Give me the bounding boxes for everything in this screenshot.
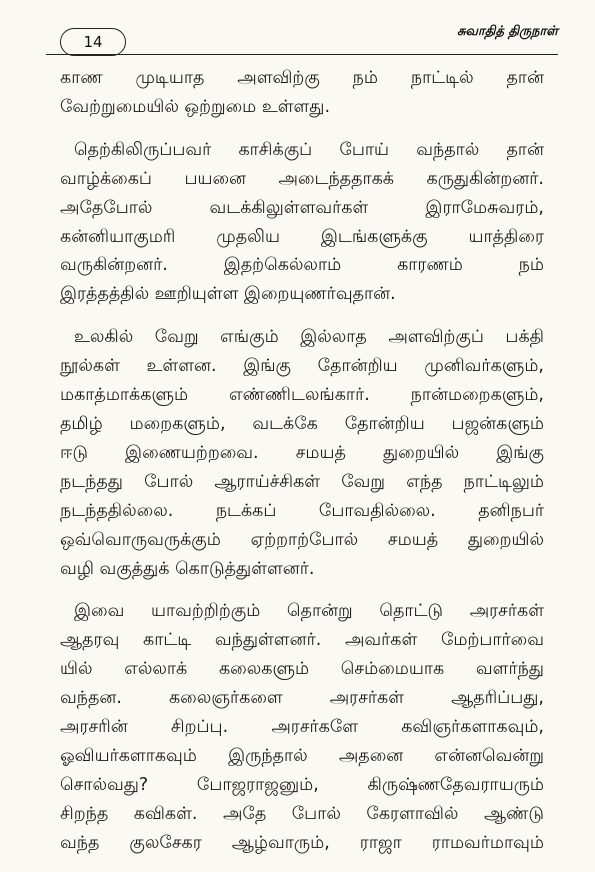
text-line: அரசரின் சிறப்பு. அரசர்களே கவிஞர்களாகவும், (60, 717, 544, 738)
header-rule (46, 54, 558, 55)
text-line: யில் எல்லாக் கலைகளும் செம்மையாக வளர்ந்து (60, 659, 544, 680)
body-text (60, 64, 544, 872)
page-number: 14 (60, 28, 126, 56)
paragraph (60, 64, 544, 122)
text-line: சிறந்த கவிகள். அதே போல் கேரளாவில் ஆண்டு (60, 803, 544, 824)
paragraph (60, 597, 544, 857)
running-title: சுவாதித் திருநாள் (457, 24, 558, 39)
text-line: ஆதரவு காட்டி வந்துள்ளனர். அவர்கள் மேற்பார்வை (60, 630, 544, 651)
text-line: வருகின்றனர். இதற்கெல்லாம் காரணம் நம் (60, 255, 544, 276)
text-line: இரத்தத்தில் ஊறியுள்ள இறையுணர்வுதான். (60, 284, 396, 305)
page-header (46, 24, 558, 54)
text-line: வந்த குலசேகர ஆழ்வாரும், ராஜா ராமவர்மாவும் (60, 832, 544, 853)
text-line: வேற்றுமையில் ஒற்றுமை உள்ளது. (60, 96, 331, 117)
paragraph (60, 323, 544, 583)
text-line: வாழ்க்கைப் பயனை அடைந்ததாகக் கருதுகின்றனர். (60, 168, 544, 189)
text-line: ஓவியர்களாகவும் இருந்தால் அதனை என்னவென்று (60, 745, 544, 766)
text-line: காண முடியாத அளவிற்கு நம் நாட்டில் தான் (60, 68, 544, 88)
text-line: நடந்ததில்லை. நடக்கப் போவதில்லை. தனிநபர் (60, 500, 544, 521)
text-line: இவை யாவற்றிற்கும் தொன்று தொட்டு அரசர்கள் (74, 601, 544, 622)
text-line: உலகில் வேறு எங்கும் இல்லாத அளவிற்குப் பக்தி (74, 327, 544, 348)
text-line: மகாத்மாக்களும் எண்ணிடலங்கார். நான்மறைகளும், (60, 385, 544, 406)
text-line: நூல்கள் உள்ளன. இங்கு தோன்றிய முனிவர்களும், (60, 356, 544, 377)
text-line: ஒவ்வொருவருக்கும் ஏற்றாற்போல் சமயத் துறையில் (60, 529, 544, 550)
text-line: நடந்தது போல் ஆராய்ச்சிகள் வேறு எந்த நாட்டிலும் (60, 471, 544, 492)
text-line: தமிழ் மறைகளும், வடக்கே தோன்றிய பஜன்களும் (60, 413, 544, 434)
text-line: வந்தன. கலைஞர்களை அரசர்கள் ஆதரிப்பது, (60, 688, 544, 709)
text-line: அதேபோல் வடக்கிலுள்ளவர்கள் இராமேசுவரம், (60, 197, 544, 218)
text-line: தெற்கிலிருப்பவர் காசிக்குப் போய் வந்தால் தான் (74, 139, 544, 160)
text-line: கன்னியாகுமரி முதலிய இடங்களுக்கு யாத்திரை (60, 226, 544, 247)
text-line: ஈடு இணையற்றவை. சமயத் துறையில் இங்கு (60, 442, 544, 463)
text-line: சொல்வது? போஜராஜனும், கிருஷ்ணதேவராயரும் (60, 774, 544, 795)
paragraph (60, 136, 544, 309)
text-line: வழி வகுத்துக் கொடுத்துள்ளனர். (60, 558, 315, 579)
